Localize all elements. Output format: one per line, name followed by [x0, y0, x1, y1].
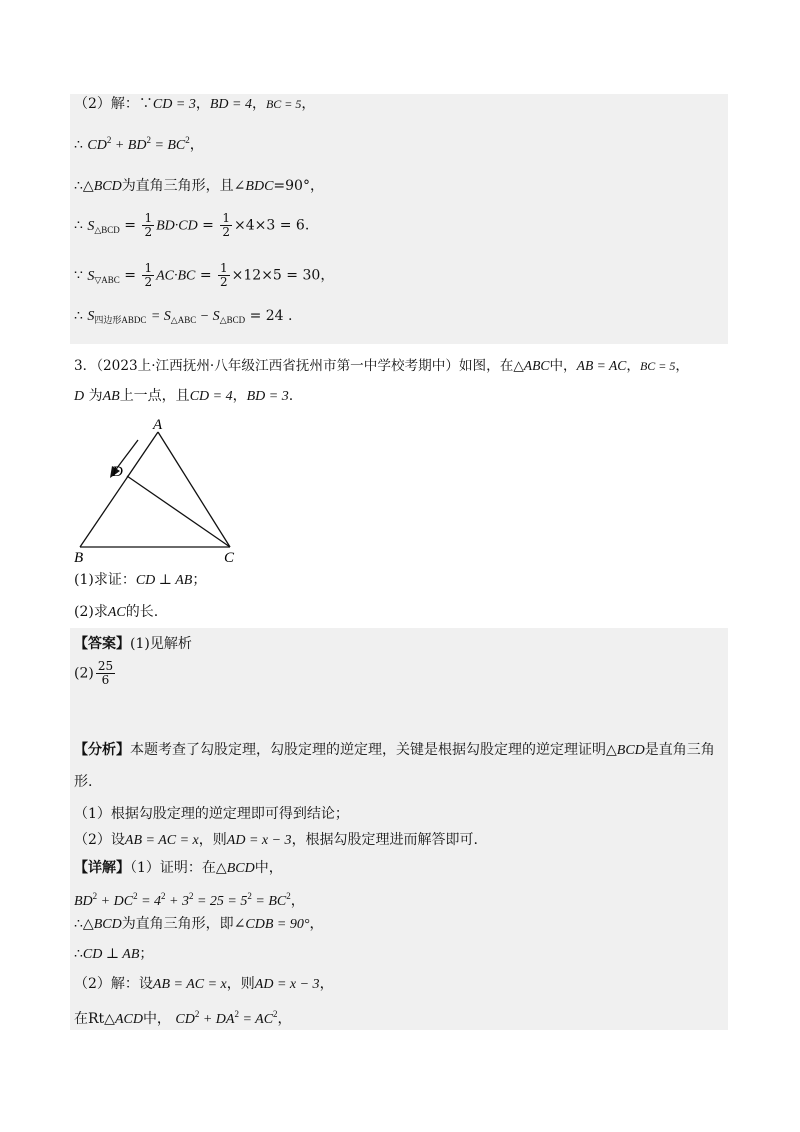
- label-b: B: [74, 550, 84, 564]
- solution-shade-bottom: [70, 628, 728, 1030]
- analysis-step1: （1）根据勾股定理的逆定理即可得到结论；: [74, 806, 349, 822]
- detail-line1: 【详解】（1）证明：在△BCD中，: [74, 860, 283, 876]
- analysis-step2: （2）设AB = AC = x，则AD = x − 3，根据勾股定理进而解答即可.: [74, 832, 479, 848]
- part2-line2: ∴ $CD^2 + BD^2 = BC^2$，: [74, 135, 204, 153]
- detail-line2: $BD^2 + DC^2 = 4^2 + 3^2 = 25 = 5^2 = BC^2$，: [74, 891, 305, 909]
- detail-line6: 在Rt△ACD中， $CD^2 + DA^2 = AC^2$，: [74, 1009, 292, 1027]
- question-line2: D 为AB上一点，且CD = 4，BD = 3.: [74, 388, 294, 404]
- label-a: A: [153, 417, 163, 433]
- analysis-line1: 【分析】本题考查了勾股定理，勾股定理的逆定理，关键是根据勾股定理的逆定理证明△BCD是直角三角: [74, 742, 715, 758]
- segment-cd: [127, 476, 230, 547]
- detail-line4: ∴CD ⊥ AB；: [74, 946, 154, 962]
- label-c: C: [224, 550, 235, 564]
- question-line1: 3．（2023上·江西抚州·八年级江西省抚州市第一中学校考期中）如图，在△ABC中，AB = AC，BC = 5，: [74, 358, 689, 374]
- detail-line5: （2）解：设AB = AC = x，则AD = x − 3，: [74, 976, 334, 992]
- side-ac: [158, 432, 230, 547]
- analysis-line2: 形.: [74, 774, 93, 790]
- part2-line4: ∴ $S_{\triangle BCD}$ = $\frac{1}{2}$ BD·CD = $\frac{1}{2}$ ×4×3 = 6.: [74, 211, 310, 239]
- part2-line1: （2）解：∵CD = 3，BD = 4，BC = 5，: [74, 96, 316, 112]
- answer-line1: 【答案】(1)见解析: [74, 636, 192, 652]
- question-part2: (2)求AC的长.: [74, 604, 159, 620]
- label-d: D: [112, 464, 123, 480]
- answer-line2: (2) $\frac{25}{6}$: [74, 659, 114, 687]
- question-part1: (1)求证：CD ⊥ AB；: [74, 572, 207, 588]
- part2-line3: ∴△BCD为直角三角形，且∠BDC=90°，: [74, 178, 324, 194]
- triangle-figure: [70, 412, 270, 564]
- part2-line5: ∵ $S_{▽ABC}$ = $\frac{1}{2}$ AC·BC = $\frac{1}{2}$ ×12×5 = 30，: [74, 261, 335, 289]
- detail-line3: ∴△BCD为直角三角形，即∠CDB = 90°，: [74, 916, 324, 932]
- part2-line6: ∴ $S_{四边形ABDC} = S_{\triangle ABC} - S_{\triangle BCD} = 24$ .: [74, 308, 293, 325]
